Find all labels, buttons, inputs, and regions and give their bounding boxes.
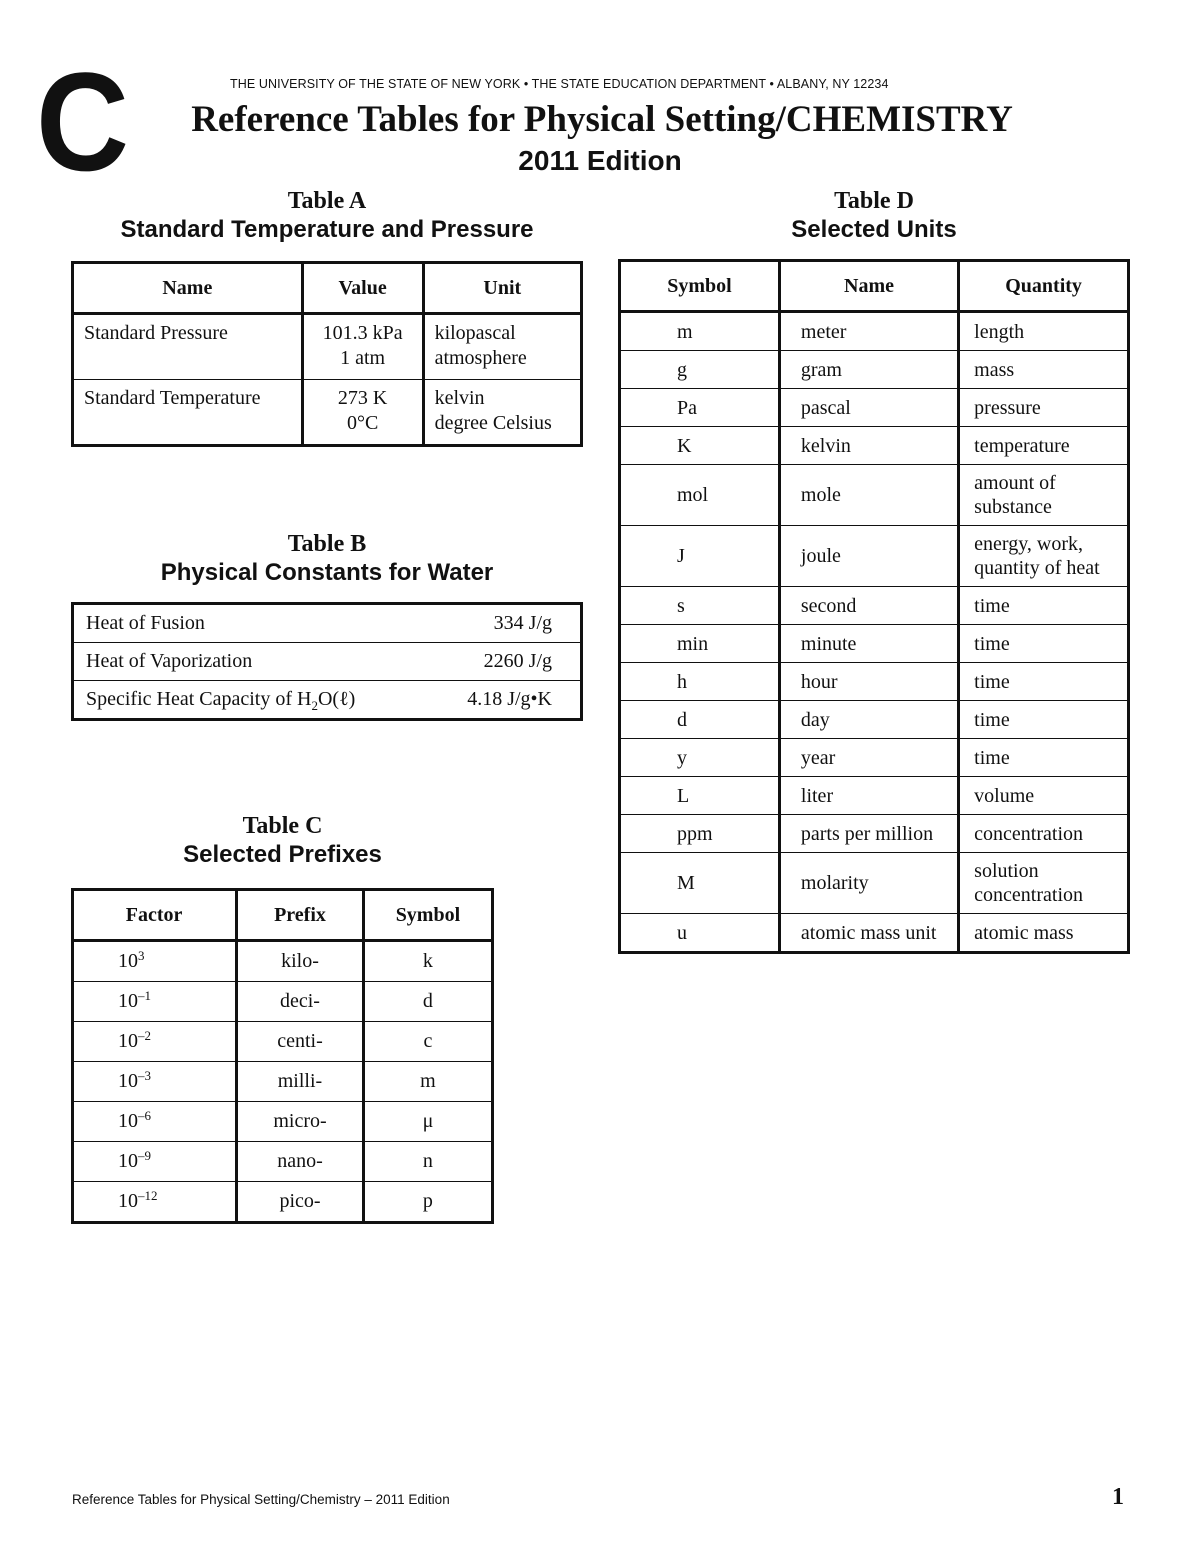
factor-cell <box>73 1062 237 1102</box>
table-b-caption <box>71 530 583 588</box>
column-header: Unit <box>423 263 581 314</box>
column-header: Symbol <box>363 890 492 941</box>
footer-text: Reference Tables for Physical Setting/Chemistry – 2011 Edition <box>72 1492 450 1507</box>
row-value <box>302 314 423 380</box>
unit-symbol: m <box>620 312 780 351</box>
unit-symbol: d <box>620 701 780 739</box>
table-b-title: Physical Constants for Water <box>160 559 494 586</box>
table-row <box>620 914 1129 953</box>
unit-name: mole <box>779 465 958 526</box>
unit-quantity: volume <box>959 777 1129 815</box>
factor-base: 10 <box>118 950 138 972</box>
table-a-title: Standard Temperature and Pressure <box>120 216 534 243</box>
quantity-line: amount of <box>974 472 1056 494</box>
unit-symbol: h <box>620 663 780 701</box>
symbol-cell: p <box>363 1182 492 1223</box>
value-line: 1 atm <box>340 347 386 369</box>
table-row <box>620 587 1129 625</box>
table-row <box>620 777 1129 815</box>
unit-line: atmosphere <box>434 347 527 369</box>
table-d-title: Selected Units <box>791 216 957 243</box>
table-row <box>620 351 1129 389</box>
table-c-label: Table C <box>242 813 323 839</box>
quantity-line: energy, work, <box>974 533 1084 555</box>
quantity-line: quantity of heat <box>974 557 1100 579</box>
constant-name: Heat of Vaporization <box>73 643 429 681</box>
table-row <box>620 389 1129 427</box>
quantity-line: concentration <box>974 884 1083 906</box>
unit-quantity: pressure <box>959 389 1129 427</box>
constant-name <box>73 681 429 720</box>
constant-name: Heat of Fusion <box>73 604 429 643</box>
table-row <box>73 1142 493 1182</box>
table-row <box>73 1022 493 1062</box>
table-row <box>73 1102 493 1142</box>
unit-name: liter <box>779 777 958 815</box>
column-header: Name <box>779 261 958 312</box>
factor-cell <box>73 1022 237 1062</box>
table-row <box>620 312 1129 351</box>
table-b-label: Table B <box>287 531 367 557</box>
prefix-cell: kilo- <box>237 941 364 982</box>
unit-quantity: length <box>959 312 1129 351</box>
unit-line: degree Celsius <box>434 412 552 434</box>
factor-base: 10 <box>118 990 138 1012</box>
table-row <box>73 314 582 380</box>
column-header: Symbol <box>620 261 780 312</box>
table-a-label: Table A <box>287 188 367 214</box>
unit-symbol: L <box>620 777 780 815</box>
unit-quantity <box>959 853 1129 914</box>
unit-name: atomic mass unit <box>779 914 958 953</box>
constant-value: 4.18 J/g•K <box>429 681 582 720</box>
table-row <box>620 815 1129 853</box>
unit-name: molarity <box>779 853 958 914</box>
symbol-cell: n <box>363 1142 492 1182</box>
table-c-title: Selected Prefixes <box>183 841 382 868</box>
column-header: Name <box>73 263 303 314</box>
value-line: 273 K <box>337 387 388 409</box>
column-header: Quantity <box>959 261 1129 312</box>
table-d-label: Table D <box>834 188 914 214</box>
unit-symbol: u <box>620 914 780 953</box>
factor-cell <box>73 1182 237 1223</box>
page-title: Reference Tables for Physical Setting/CHEMISTRY <box>191 99 1013 140</box>
unit-quantity: concentration <box>959 815 1129 853</box>
unit-name: day <box>779 701 958 739</box>
symbol-cell: k <box>363 941 492 982</box>
unit-quantity: time <box>959 701 1129 739</box>
table-row <box>73 681 582 720</box>
table-b <box>71 602 583 721</box>
unit-symbol: ppm <box>620 815 780 853</box>
factor-cell <box>73 1102 237 1142</box>
unit-quantity: time <box>959 663 1129 701</box>
row-value <box>302 380 423 446</box>
row-unit <box>423 314 581 380</box>
unit-symbol: M <box>620 853 780 914</box>
row-name: Standard Pressure <box>73 314 303 380</box>
unit-quantity: mass <box>959 351 1129 389</box>
column-header: Prefix <box>237 890 364 941</box>
quantity-line: substance <box>974 496 1052 518</box>
unit-name: kelvin <box>779 427 958 465</box>
factor-cell <box>73 941 237 982</box>
row-unit <box>423 380 581 446</box>
table-d <box>618 259 1130 954</box>
name-text: Specific Heat Capacity of H <box>86 688 312 710</box>
table-row <box>620 526 1129 587</box>
unit-name: year <box>779 739 958 777</box>
prefix-cell: milli- <box>237 1062 364 1102</box>
name-text: O(ℓ) <box>317 688 356 710</box>
unit-symbol: K <box>620 427 780 465</box>
section-letter: C <box>36 43 130 200</box>
table-a-caption <box>71 187 583 245</box>
unit-quantity: atomic mass <box>959 914 1129 953</box>
factor-base: 10 <box>118 1110 138 1132</box>
unit-name: hour <box>779 663 958 701</box>
table-row <box>73 941 493 982</box>
unit-quantity <box>959 526 1129 587</box>
unit-name: second <box>779 587 958 625</box>
column-header: Factor <box>73 890 237 941</box>
table-header-row <box>620 261 1129 312</box>
constant-value: 334 J/g <box>429 604 582 643</box>
factor-exponent: 3 <box>138 948 145 963</box>
unit-symbol: Pa <box>620 389 780 427</box>
table-row <box>620 853 1129 914</box>
unit-name: gram <box>779 351 958 389</box>
prefix-cell: pico- <box>237 1182 364 1223</box>
prefix-cell: micro- <box>237 1102 364 1142</box>
unit-name: parts per million <box>779 815 958 853</box>
table-row <box>620 663 1129 701</box>
unit-symbol: mol <box>620 465 780 526</box>
institution-line: THE UNIVERSITY OF THE STATE OF NEW YORK • THE STATE EDUCATION DEPARTMENT • ALBANY, NY 12234 <box>230 77 889 91</box>
column-header: Value <box>302 263 423 314</box>
factor-cell <box>73 1142 237 1182</box>
factor-exponent: –1 <box>138 988 151 1003</box>
unit-name: meter <box>779 312 958 351</box>
unit-symbol: s <box>620 587 780 625</box>
table-c <box>71 888 494 1224</box>
table-c-caption <box>71 812 494 870</box>
unit-quantity: time <box>959 625 1129 663</box>
value-line: 0°C <box>346 412 379 434</box>
symbol-cell: μ <box>363 1102 492 1142</box>
factor-cell <box>73 982 237 1022</box>
edition-label: 2011 Edition <box>518 145 682 176</box>
symbol-cell: d <box>363 982 492 1022</box>
table-row <box>620 625 1129 663</box>
prefix-cell: centi- <box>237 1022 364 1062</box>
subscript: 2 <box>311 698 318 713</box>
factor-exponent: –6 <box>138 1108 151 1123</box>
factor-base: 10 <box>118 1030 138 1052</box>
table-row <box>620 465 1129 526</box>
unit-quantity: time <box>959 739 1129 777</box>
factor-exponent: –9 <box>138 1148 151 1163</box>
table-row <box>73 982 493 1022</box>
unit-quantity <box>959 465 1129 526</box>
table-row <box>73 1062 493 1102</box>
unit-symbol: min <box>620 625 780 663</box>
table-a <box>71 261 583 447</box>
table-row <box>620 739 1129 777</box>
table-row <box>73 604 582 643</box>
factor-exponent: –3 <box>138 1068 151 1083</box>
unit-name: pascal <box>779 389 958 427</box>
page-number: 1 <box>1112 1484 1124 1510</box>
factor-exponent: –12 <box>138 1188 158 1203</box>
factor-base: 10 <box>118 1150 138 1172</box>
row-name: Standard Temperature <box>73 380 303 446</box>
table-row <box>620 701 1129 739</box>
unit-name: minute <box>779 625 958 663</box>
unit-quantity: temperature <box>959 427 1129 465</box>
symbol-cell: c <box>363 1022 492 1062</box>
unit-line: kilopascal <box>434 322 516 344</box>
prefix-cell: deci- <box>237 982 364 1022</box>
symbol-cell: m <box>363 1062 492 1102</box>
table-row <box>73 643 582 681</box>
quantity-line: solution <box>974 860 1039 882</box>
factor-base: 10 <box>118 1070 138 1092</box>
table-header-row <box>73 263 582 314</box>
value-line: 101.3 kPa <box>322 322 403 344</box>
table-row <box>73 380 582 446</box>
factor-exponent: –2 <box>138 1028 151 1043</box>
factor-base: 10 <box>118 1190 138 1212</box>
unit-quantity: time <box>959 587 1129 625</box>
unit-symbol: J <box>620 526 780 587</box>
constant-value: 2260 J/g <box>429 643 582 681</box>
table-row <box>620 427 1129 465</box>
unit-symbol: y <box>620 739 780 777</box>
table-d-caption <box>618 187 1130 245</box>
unit-name: joule <box>779 526 958 587</box>
unit-line: kelvin <box>434 387 485 409</box>
unit-symbol: g <box>620 351 780 389</box>
table-header-row <box>73 890 493 941</box>
table-row <box>73 1182 493 1223</box>
prefix-cell: nano- <box>237 1142 364 1182</box>
